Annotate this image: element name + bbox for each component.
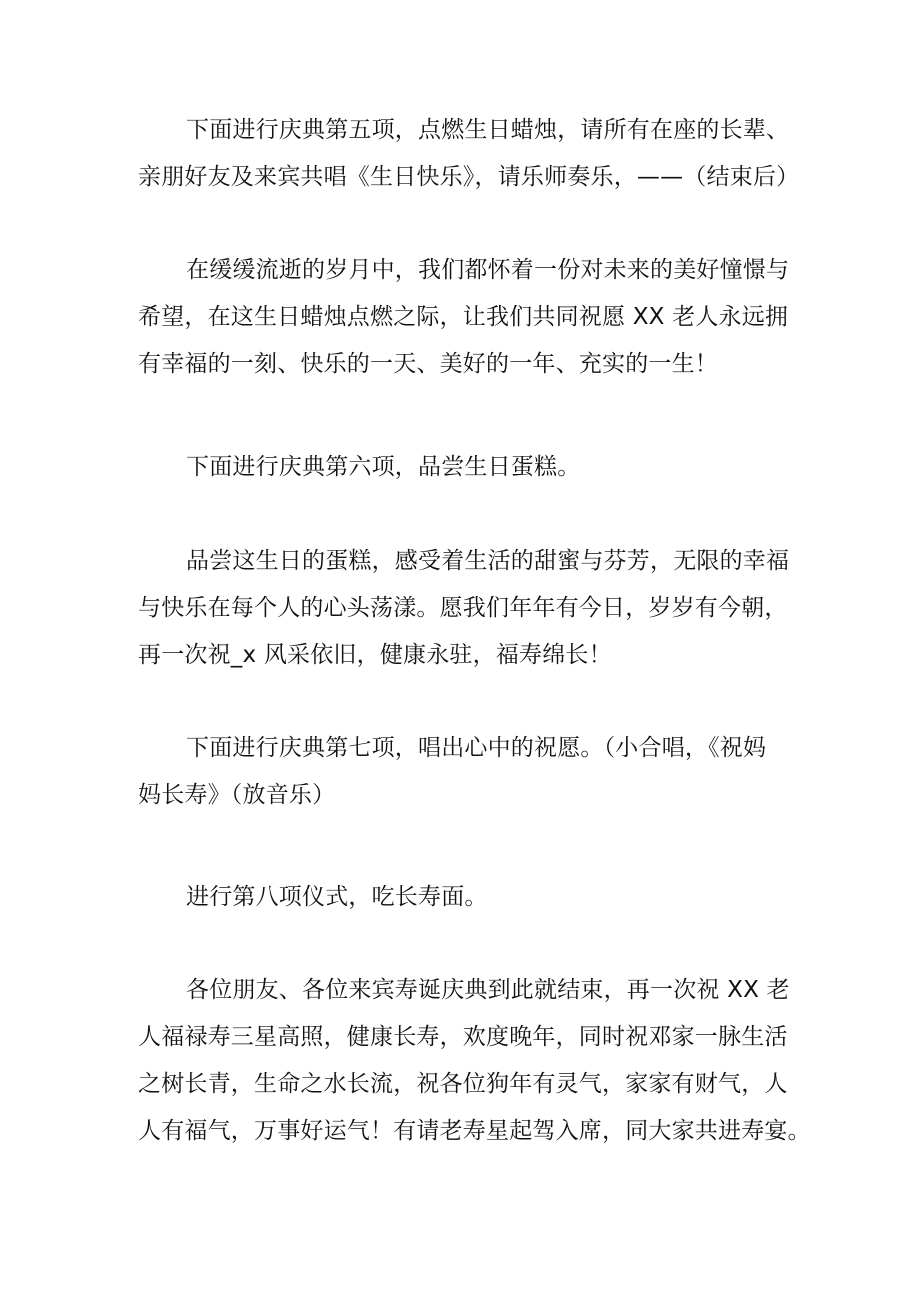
paragraph-line: 下面进行庆典第六项，品尝生日蛋糕。 [186,454,581,480]
paragraph-line: 再一次祝_x 风采依旧，健康永驻，福寿绵长！ [138,642,612,668]
paragraph-line: 妈长寿》（放音乐） [138,782,336,808]
paragraph-line: 下面进行庆典第七项，唱出心中的祝愿。（小合唱，《祝妈 [186,735,767,761]
paragraph-line: 品尝这生日的蛋糕，感受着生活的甜蜜与芬芳，无限的幸福 [186,548,790,574]
paragraph-line: 有幸福的一刻、快乐的一天、美好的一年、充实的一生！ [138,351,718,377]
paragraph-line: 各位朋友、各位来宾寿诞庆典到此就结束，再一次祝 XX 老 [186,977,790,1003]
paragraph-line: 下面进行庆典第五项，点燃生日蜡烛，请所有在座的长辈、 [186,117,790,143]
paragraph-line: 在缓缓流逝的岁月中，我们都怀着一份对未来的美好憧憬与 [186,257,790,283]
paragraph-eighth-item [138,874,788,921]
paragraph-candle-wish [138,247,788,388]
paragraph-line: 进行第八项仪式，吃长寿面。 [186,884,488,910]
paragraph-line: 之树长青，生命之水长流，祝各位狗年有灵气，家家有财气，人 [138,1071,788,1097]
paragraph-line: 亲朋好友及来宾共唱《生日快乐》，请乐师奏乐，——（结束后） [138,164,800,190]
paragraph-fifth-item [138,107,800,201]
paragraph-sixth-item [138,444,788,491]
paragraph-seventh-item [138,725,788,819]
paragraph-line: 人福禄寿三星高照，健康长寿，欢度晚年，同时祝邓家一脉生活 [138,1024,788,1050]
paragraph-line: 希望，在这生日蜡烛点燃之际，让我们共同祝愿 XX 老人永远拥 [138,304,789,330]
paragraph-cake-wish [138,538,788,679]
paragraph-line: 与快乐在每个人的心头荡漾。愿我们年年有今日，岁岁有今朝， [138,595,788,621]
paragraph-closing [138,967,811,1155]
paragraph-line: 人有福气，万事好运气！有请老寿星起驾入席，同大家共进寿宴。 [138,1118,811,1144]
